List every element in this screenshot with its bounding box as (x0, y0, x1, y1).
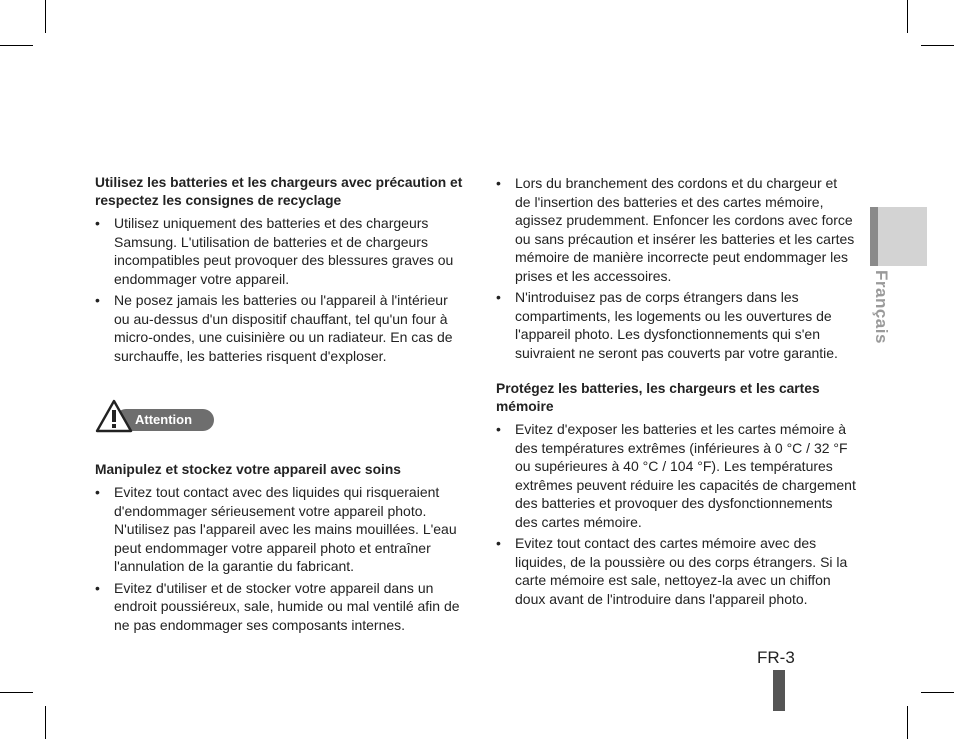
list-item: • Lors du branchement des cordons et du chargeur et de l'insertion des batteries et des cartes mémoire, agissez prudemment. Enfoncer les cordons avec force ou sans précaution et insérer les batteries et les cartes mémoire de manière incorrecte peut endommager les prises et les accessoires. (496, 174, 856, 285)
crop-mark (45, 0, 46, 33)
bullet-list-connections (496, 174, 856, 362)
bullet-list-handling (95, 483, 465, 634)
section-heading-protect: Protégez les batteries, les chargeurs et les cartes mémoire (496, 381, 820, 414)
crop-mark (0, 692, 33, 693)
warning-triangle-icon (95, 399, 133, 433)
list-item: • Evitez tout contact des cartes mémoire avec des liquides, de la poussière ou des corps étrangers. Si la carte mémoire est sale, nettoyez-la avec un chiffon doux avant de l'introduire dans l'appareil photo. (496, 534, 856, 608)
list-item: • Evitez d'utiliser et de stocker votre appareil dans un endroit poussiéreux, sale, humide ou mal ventilé afin de ne pas endommager ses composants internes. (95, 579, 465, 635)
attention-label-text: Attention (135, 412, 193, 427)
crop-mark (907, 706, 908, 739)
list-item: • Evitez tout contact avec des liquides qui risqueraient d'endommager sérieusement votre appareil photo. N'utilisez pas l'appareil avec les mains mouillées. L'eau peut endommager votre appareil photo et entraîner l'annulation de la garantie du fabricant. (95, 483, 465, 576)
bullet-list-batteries (95, 214, 465, 365)
crop-mark (0, 45, 33, 46)
bullet-list-protect (496, 420, 856, 608)
list-item: • Utilisez uniquement des batteries et des chargeurs Samsung. L'utilisation de batteries et de chargeurs incompatibles peut provoquer des blessures graves ou endommager votre appareil. (95, 214, 465, 288)
left-column (95, 174, 465, 637)
section-heading-batteries: Utilisez les batteries et les chargeurs avec précaution et respectez les consignes de recyclage (95, 175, 463, 208)
crop-mark (45, 706, 46, 739)
section-heading-handling: Manipulez et stockez votre appareil avec soins (95, 462, 401, 477)
page-number: FR-3 (757, 648, 795, 667)
list-item: • Evitez d'exposer les batteries et les cartes mémoire à des températures extrêmes (inférieures à 0 °C / 32 °F ou supérieures à 40 °C / 104 °F). Les températures extrêmes peuvent réduire les capacités de chargement des batteries et provoquer des dysfonctionnements des cartes mémoire. (496, 420, 856, 531)
page-number-bar (773, 670, 785, 711)
crop-mark (921, 45, 954, 46)
right-column (496, 174, 856, 611)
crop-mark (907, 0, 908, 33)
attention-banner (95, 399, 465, 435)
language-tab (878, 207, 927, 266)
language-tab-stripe (870, 207, 878, 266)
crop-mark (921, 692, 954, 693)
language-label: Français (872, 270, 891, 344)
list-item: • N'introduisez pas de corps étrangers dans les compartiments, les logements ou les ouvertures de l'appareil photo. Les dysfonctionnements qui s'en suivraient ne seront pas couverts par votre garantie. (496, 288, 856, 362)
list-item: • Ne posez jamais les batteries ou l'appareil à l'intérieur ou au-dessus d'un dispositif chauffant, tel qu'un four à micro-ondes, une cuisinière ou un radiateur. En cas de surchauffe, les batteries risquent d'exploser. (95, 291, 465, 365)
